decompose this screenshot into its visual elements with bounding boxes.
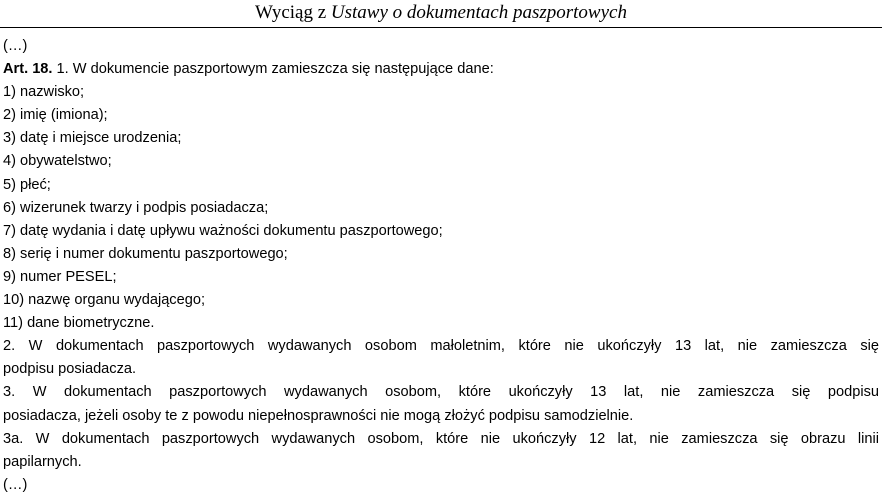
list-item-7: 7) datę wydania i datę upływu ważności dokumentu paszportowego; (3, 222, 443, 239)
paragraph-2-line-1: 2. W dokumentach paszportowych wydawanych osobom małoletnim, które nie ukończyły 13 lat, nie zamieszcza się (3, 338, 879, 355)
article-heading (3, 58, 879, 81)
document-body (3, 35, 879, 497)
list-item-1: 1) nazwisko; (3, 84, 85, 101)
ellipsis-bottom: (…) (3, 476, 28, 493)
list-item-11: 11) dane biometryczne. (3, 315, 155, 332)
list-item-3: 3) datę i miejsce urodzenia; (3, 130, 182, 147)
list-item-8: 8) serię i numer dokumentu paszportowego; (3, 245, 288, 262)
title-prefix: Wyciąg z (255, 2, 331, 23)
list-item-9: 9) numer PESEL; (3, 268, 117, 285)
list-item-4: 4) obywatelstwo; (3, 153, 112, 170)
title-law-name: Ustawy o dokumentach paszportowych (330, 2, 627, 23)
list-item-5: 5) płeć; (3, 176, 51, 193)
article-intro: 1. W dokumencie paszportowym zamieszcza się następujące dane: (52, 61, 494, 78)
paragraph-3-line-1: 3. W dokumentach paszportowych wydawanych osobom, które ukończyły 13 lat, nie zamieszcza się podpisu (3, 384, 879, 401)
paragraph-3-line-2: posiadacza, jeżeli osoby te z powodu niepełnosprawności nie mogą złożyć podpisu samodzielnie. (3, 407, 634, 424)
list-item-6: 6) wizerunek twarzy i podpis posiadacza; (3, 199, 269, 216)
paragraph-3a-line-2: papilarnych. (3, 453, 82, 470)
paragraph-3a-line-1: 3a. W dokumentach paszportowych wydawanych osobom, które nie ukończyły 12 lat, nie zamieszcza się obrazu linii (3, 430, 879, 447)
ellipsis-top: (…) (3, 38, 28, 54)
list-item-2: 2) imię (imiona); (3, 107, 108, 124)
document-title (0, 0, 882, 28)
article-label: Art. 18. (3, 61, 53, 78)
paragraph-2-line-2: podpisu posiadacza. (3, 361, 137, 378)
list-item-10: 10) nazwę organu wydającego; (3, 292, 206, 309)
